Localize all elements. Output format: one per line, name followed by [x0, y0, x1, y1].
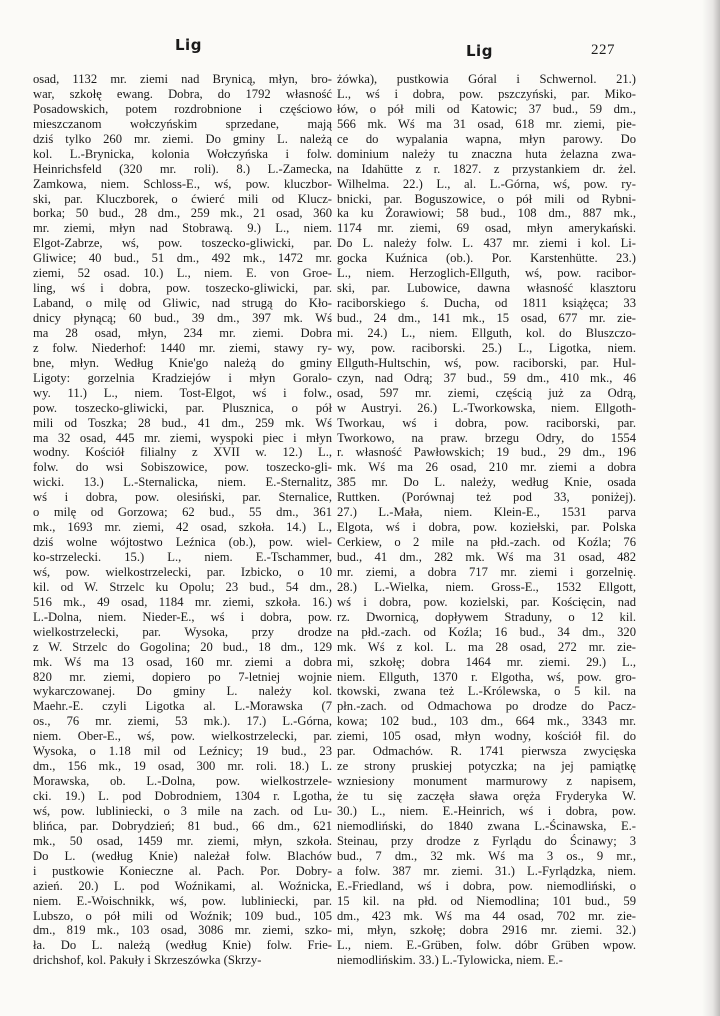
text-line: bud., 7 dm., 32 mk. Wś ma 3 os., 9 mr.,: [337, 848, 636, 863]
text-line: folw. do wsi Sobiszowice, pow. toszecko-gli-: [33, 460, 332, 475]
text-line: ze strony pruskiej potyczka; na jej pamiątkę: [337, 759, 636, 774]
text-line: Tworkau, wś i dobra, pow. raciborski, par.: [337, 415, 636, 430]
text-line: ziemi, 105 osad, młyn wodny, kościół fil. do: [337, 729, 636, 744]
text-line: Maehr.-E. czyli Ligotka al. L.-Morawska (7: [33, 699, 332, 714]
text-line: L., niem. Herzoglich-Ellguth, wś, pow. racibor-: [337, 266, 636, 281]
text-line: mi, młyn, szkołę; dobra 2916 mr. ziemi. 32.): [337, 923, 636, 938]
text-line: mili od Toszka; 28 bud., 41 dm., 259 mk. Wś: [33, 415, 332, 430]
text-line: azień. 20.) L. pod Woźnikami, al. Woźnicka,: [33, 878, 332, 893]
text-line: ce do wypalania wapna, młyn parowy. Do: [337, 131, 636, 146]
text-line: drichshof, kol. Pakuły i Skrzeszówka (Skrzy-: [33, 953, 262, 968]
page-edge-shadow: [702, 0, 720, 1016]
header-center-keyword: Lig: [466, 42, 493, 60]
text-line: kil. od W. Strzelc ku Opolu; 23 bud., 54 dm.,: [33, 579, 332, 594]
text-line: ski, par. Lubowice, dawna własność klasztoru: [337, 281, 636, 296]
text-line: że tu się zaczęła sława oręża Fryderyka W.: [337, 789, 636, 803]
text-line: z folw. Niederhof: 1440 mr. ziemi, stawy ry-: [33, 340, 332, 355]
text-line: o milę od Gorzowa; 62 bud., 55 dm., 361: [33, 505, 332, 520]
text-line: mk. Wś ma 13 osad, 160 mr. ziemi a dobra: [33, 654, 332, 669]
text-line: wicki. 13.) L.-Sternalicka, niem. E.-Sternalitz,: [33, 475, 332, 490]
text-line: Heinrichsfeld (320 mr. roli). 8.) L.-Zamecka,: [33, 161, 332, 176]
text-line: mk. Wś z kol. L. ma 28 osad, 272 mr. zie-: [337, 639, 636, 654]
text-line: ma 32 osad, 445 mr. ziemi, wyspoki piec i młyn: [33, 430, 332, 445]
left-text-column: [33, 72, 332, 968]
text-line: żówka), pustkowia Góral i Schwernol. 21.): [337, 72, 636, 86]
text-line: wś, pow. lubliniecki, o 3 mile na zach. od Lu-: [33, 803, 332, 818]
header-left-keyword: Lig: [175, 36, 202, 54]
text-line: par. Odmachów. R. 1741 pierwsza zwycięska: [337, 744, 636, 759]
text-line: Posadowskich, potem rozdrobnione i częściowo: [33, 101, 332, 116]
text-line: mieszczanom wołczyńskim sprzedane, mają: [33, 116, 332, 131]
text-line: Elgota, wś i dobra, pow. koziełski, par. Polska: [337, 520, 636, 535]
text-line: Ligoty: gorzelnia Kradziejów i młyn Goralo-: [33, 370, 332, 385]
right-text-column: [337, 72, 636, 968]
text-line: 1174 mr. ziemi, 69 osad, młyn amerykański.: [337, 221, 636, 236]
text-line: Gliwice; 40 bud., 51 dm., 492 mk., 1472 mr.: [33, 251, 332, 266]
text-line: Steinau, przy drodze z Fyrlądu do Ścinawy; 3: [337, 833, 636, 848]
text-line: Zamkowa, niem. Schloss-E., wś, pow. kluczbor-: [33, 176, 332, 191]
text-line: Ruttken. (Porównaj też pod 33, poniżej).: [337, 490, 636, 505]
text-line: wzniesiony monument marmurowy z napisem,: [337, 774, 636, 789]
text-line: na Idahütte z r. 1827. z przystankiem dr. żel.: [337, 161, 636, 176]
text-line: wodny. Kościół filialny z XVII w. 12.) L.,: [33, 445, 332, 460]
text-line: ma 28 osad, młyn, 234 mr. ziemi. Dobra: [33, 325, 332, 340]
text-line: 27.) L.-Mała, niem. Klein-E., 1531 parva: [337, 505, 636, 520]
text-line: blińca, par. Dobrydzień; 81 bud., 66 dm., 621: [33, 818, 332, 833]
text-line: r. własność Pawłowskich; 19 bud., 29 dm., 196: [337, 445, 636, 460]
text-line: ła. Do L. należą (według Knie) folw. Frie-: [33, 938, 332, 953]
text-line: L., niem. E.-Grüben, folw. dóbr Grüben wpow.: [337, 938, 636, 953]
text-line: raciborskiego ś. Ducha, od 1811 książęca; 33: [337, 296, 636, 311]
text-line: bud., 24 dm., 141 mk., 15 osad, 677 mr. zie-: [337, 311, 636, 325]
text-line: z W. Strzelc do Gogolina; 20 bud., 18 dm., 129: [33, 639, 332, 654]
text-line: os., 76 mr. ziemi, 53 mk.). 17.) L.-Górna,: [33, 714, 332, 729]
text-line: 30.) L., niem. E.-Heinrich, wś i dobra, pow.: [337, 803, 636, 818]
text-line: Morawska, ob. L.-Dolna, pow. wielkostrzele-: [33, 774, 332, 789]
text-line: dm., 819 mk., 103 osad, 3086 mr. ziemi, szko-: [33, 923, 332, 938]
text-line: 516 mk., 49 osad, 1184 mr. ziemi, szkoła. 16.): [33, 594, 332, 609]
text-line: kol. L.-Brynicka, kolonia Wołczyńska i folw.: [33, 146, 332, 161]
text-line: war, szkołę ewang. Dobra, do 1792 własność: [33, 86, 332, 101]
text-line: wielkostrzelecki, par. Wysoka, przy drodze: [33, 624, 332, 639]
text-line: mk., 1693 mr. ziemi, 42 osad, szkoła. 14.) L.,: [33, 520, 332, 535]
text-line: niem. Ober-E., wś, pow. wielkostrzelecki, par.: [33, 729, 332, 744]
text-line: wykarczowanej. Do gminy L. należy kol.: [33, 684, 332, 699]
text-line: Do L. należy folw. L. 437 mr. ziemi i kol. Li-: [337, 236, 636, 251]
text-line: L., wś i dobra, pow. pszczyński, par. Miko-: [337, 86, 636, 101]
text-line: Lubszo, o pół mili od Woźnik; 109 bud., 105: [33, 908, 332, 923]
text-line: kowa; 102 bud., 103 dm., 664 mk., 3343 mr.: [337, 714, 636, 729]
text-line: dominium należy tu znaczna huta żelazna zwa-: [337, 146, 636, 161]
text-line: dziś tylko 260 mr. ziemi. Do gminy L. należą: [33, 131, 332, 146]
text-line: 820 mr. ziemi, dopiero po 7-letniej wojnie: [33, 669, 332, 684]
text-line: mk. Wś ma 26 osad, 210 mr. ziemi a dobra: [337, 460, 636, 475]
text-line: Elgot-Zabrze, wś, pow. toszecko-gliwicki, par.: [33, 236, 332, 251]
text-line: rz. Dwornicą, dopływem Straduny, o 12 kil.: [337, 609, 636, 624]
text-line: ziemi, 52 osad. 10.) L., niem. E. von Groe-: [33, 266, 332, 281]
text-line: dziś wolne wójtostwo Leźnica (ob.), pow. wiel-: [33, 535, 332, 550]
text-line: łów, o pół mili od Katowic; 37 bud., 59 dm.,: [337, 101, 636, 116]
text-line: Wilhelma. 22.) L., al. L.-Górna, wś, pow. ry-: [337, 176, 636, 191]
text-line: ko-strzelecki. 15.) L., niem. E.-Tschammer,: [33, 550, 332, 564]
text-line: ling, wś i dobra, pow. toszecko-gliwicki, par.: [33, 281, 332, 296]
text-line: pow. toszecko-gliwicki, par. Plusznica, o pół: [33, 400, 332, 415]
text-line: na płd.-zach. od Koźla; 16 bud., 34 dm., 320: [337, 624, 636, 639]
text-line: niem. E.-Woischnikk, wś, pow. lubliniecki, par.: [33, 893, 332, 908]
text-line: niemodlińskim. 33.) L.-Tylowicka, niem. E.-: [337, 953, 563, 968]
text-line: mk., 50 osad, 1459 mr. ziemi, młyn, szkoła.: [33, 833, 332, 848]
running-header: [0, 36, 720, 60]
text-line: borka; 50 bud., 28 dm., 259 mk., 21 osad, 360: [33, 206, 332, 221]
text-line: mr. ziemi, młyn nad Stobrawą. 9.) L., niem.: [33, 221, 332, 236]
text-line: 385 mr. Do L. należy, według Knie, osada: [337, 475, 636, 490]
text-line: 28.) L.-Wielka, niem. Gross-E., 1532 Ellgott,: [337, 579, 636, 594]
text-line: płn.-zach. od Odmachowa po drodze do Pacz-: [337, 699, 636, 714]
text-line: cki. 19.) L. pod Dobrodniem, 1304 r. Lgotha,: [33, 789, 332, 803]
text-line: Wysoka, o 1.18 mil od Leźnicy; 19 bud., 23: [33, 744, 332, 759]
page-number: 227: [591, 42, 615, 58]
text-line: Cerkiew, o 2 mile na płd.-zach. od Koźla; 76: [337, 535, 636, 550]
text-line: mi, szkołę; dobra 1464 mr. ziemi. 29.) L.,: [337, 654, 636, 669]
text-line: 566 mk. Wś ma 31 osad, 618 mr. ziemi, pie-: [337, 116, 636, 131]
text-line: Tworkowo, na praw. brzegu Odry, do 1554: [337, 430, 636, 445]
text-line: L.-Dolna, niem. Nieder-E., wś i dobra, pow.: [33, 609, 332, 624]
text-line: gocka Kuźnica (ob.). Por. Karstenhütte. 23.): [337, 251, 636, 266]
text-line: E.-Friedland, wś i dobra, pow. niemodliński, o: [337, 878, 636, 893]
text-line: ski, par. Kluczborek, o ćwierć mili od Klucz-: [33, 191, 332, 206]
text-line: Do L. (według Knie) należał folw. Blachów: [33, 848, 332, 863]
text-line: wy. 11.) L., niem. Tost-Elgot, wś i folw.,: [33, 385, 332, 400]
text-line: 15 kil. na płd. od Niemodlina; 101 bud., 59: [337, 893, 636, 908]
text-line: dnicy płynącą; 60 bud., 39 dm., 397 mk. Wś: [33, 311, 332, 325]
text-line: Ellguth-Hultschin, wś, pow. raciborski, par. Hul-: [337, 355, 636, 370]
text-line: czyn, nad Odrą; 37 bud., 59 dm., 410 mk., 46: [337, 370, 636, 385]
text-line: Laband, o milę od Gliwic, nad strugą do Kło-: [33, 296, 332, 311]
text-line: osad, 1132 mr. ziemi nad Brynicą, młyn, bro-: [33, 72, 332, 86]
text-line: a folw. 387 mr. ziemi. 31.) L.-Fyrlądzka, niem.: [337, 863, 636, 878]
text-line: dm., 156 mk., 19 osad, 300 mr. roli. 18.) L.: [33, 759, 332, 774]
text-line: bnicki, par. Boguszowice, o pół mili od Rybni-: [337, 191, 636, 206]
text-line: ka ku Żorawiowi; 58 bud., 108 dm., 887 mk.,: [337, 206, 636, 221]
text-line: bud., 41 dm., 282 mk. Wś ma 31 osad, 482: [337, 550, 636, 564]
text-line: mr. ziemi, a dobra 717 mr. ziemi i gorzelnię.: [337, 564, 636, 579]
text-line: wy, pow. raciborski. 25.) L., Ligotka, niem.: [337, 340, 636, 355]
text-line: tkowski, zwana też L.-Królewska, o 5 kil. na: [337, 684, 636, 699]
text-line: dm., 423 mk. Wś ma 44 osad, 702 mr. zie-: [337, 908, 636, 923]
text-line: mi. 24.) L., niem. Ellguth, kol. do Bluszczo-: [337, 325, 636, 340]
text-line: i pustkowie Konieczne al. Pach. Por. Dobry-: [33, 863, 332, 878]
text-line: niem. Ellguth, 1370 r. Elgotha, wś, pow. gro-: [337, 669, 636, 684]
text-line: bne, młyn. Według Knie'go należą do gminy: [33, 355, 332, 370]
text-line: niemodliński, do 1840 zwana L.-Ścinawska, E.-: [337, 818, 636, 833]
text-line: wś, pow. wielkostrzelecki, par. Izbicko, o 10: [33, 564, 332, 579]
text-line: w Austryi. 26.) L.-Tworkowska, niem. Ellgoth-: [337, 400, 636, 415]
text-line: osad, 597 mr. ziemi, częścią już za Odrą,: [337, 385, 636, 400]
text-line: wś i dobra, pow. olesiński, par. Sternalice,: [33, 490, 332, 505]
text-line: wś i dobra, pow. kozielski, par. Kościęcin, nad: [337, 594, 636, 609]
